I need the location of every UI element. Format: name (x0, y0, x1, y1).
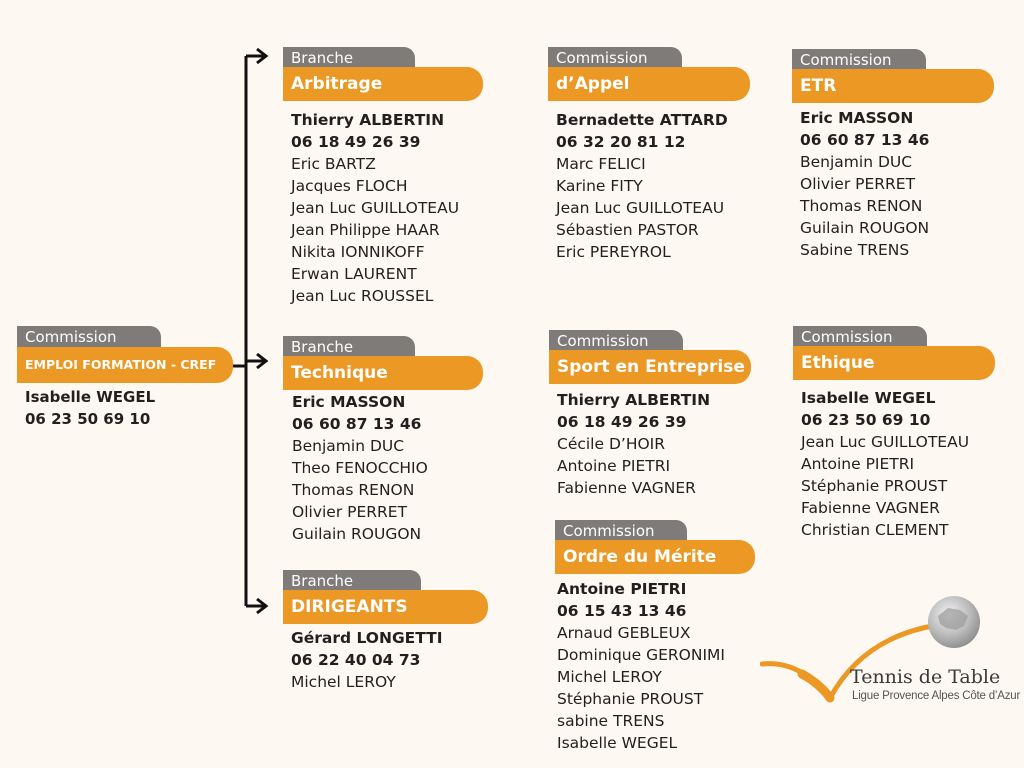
member: Guilain ROUGON (292, 525, 422, 543)
branche-tag: Branche (283, 336, 415, 358)
member: Michel LEROY (557, 668, 662, 686)
commission-etr (792, 49, 1002, 269)
branche-technique (283, 336, 493, 551)
member: Dominique GERONIMI (557, 646, 725, 664)
member-lead: Isabelle WEGEL (25, 388, 156, 406)
logo-title: Tennis de Table (850, 666, 1001, 688)
member: Michel LEROY (291, 673, 396, 691)
member-lead: Bernadette ATTARD (556, 111, 728, 129)
member-phone: 06 18 49 26 39 (557, 413, 687, 431)
member: Thomas RENON (292, 481, 415, 499)
member: Olivier PERRET (800, 175, 916, 193)
member-lead: Eric MASSON (292, 393, 406, 411)
member: Jacques FLOCH (291, 177, 408, 195)
member: Benjamin DUC (800, 153, 913, 171)
member-phone: 06 60 87 13 46 (800, 131, 930, 149)
member: Karine FITY (556, 177, 643, 195)
member: Arnaud GEBLEUX (557, 624, 691, 642)
commission-appel (548, 47, 758, 267)
commission-title: Ethique (793, 346, 995, 380)
commission-emploi-formation (17, 326, 237, 436)
branche-title: Technique (283, 356, 483, 390)
commission-title: Sport en Entreprise (549, 350, 751, 384)
member: Nikita IONNIKOFF (291, 243, 425, 261)
member-list (25, 386, 155, 430)
member: Benjamin DUC (292, 437, 405, 455)
commission-tag: Commission (792, 49, 926, 71)
member: Guilain ROUGON (800, 219, 930, 237)
member-list (557, 389, 710, 499)
branche-dirigeants (283, 570, 493, 700)
member: Isabelle WEGEL (557, 734, 678, 752)
commission-tag: Commission (17, 326, 161, 348)
member-lead: Gérard LONGETTI (291, 629, 443, 647)
member: Christian CLEMENT (801, 521, 949, 539)
member-list (557, 578, 725, 754)
branche-tag: Branche (283, 47, 415, 69)
member: Antoine PIETRI (557, 457, 671, 475)
member-lead: Thierry ALBERTIN (557, 391, 711, 409)
branche-tag: Branche (283, 570, 421, 592)
member-phone: 06 15 43 13 46 (557, 602, 687, 620)
member: Fabienne VAGNER (557, 479, 696, 497)
member: Olivier PERRET (292, 503, 408, 521)
member: Sébastien PASTOR (556, 221, 699, 239)
commission-tag: Commission (793, 326, 927, 348)
member-list (291, 627, 443, 693)
member-lead: Antoine PIETRI (557, 580, 687, 598)
member: Eric BARTZ (291, 155, 376, 173)
member-phone: 06 60 87 13 46 (292, 415, 422, 433)
logo-subtitle: Ligue Provence Alpes Côte d’Azur (852, 690, 1021, 702)
member-phone: 06 18 49 26 39 (291, 133, 421, 151)
commission-ordre-merite (555, 520, 765, 760)
member-phone: 06 23 50 69 10 (25, 410, 151, 428)
member: Cécile D’HOIR (557, 435, 666, 453)
member: Marc FELICI (556, 155, 646, 173)
commission-title: ETR (792, 69, 994, 103)
member-list (291, 109, 459, 307)
member-phone: 06 23 50 69 10 (801, 411, 931, 429)
commission-tag: Commission (555, 520, 687, 542)
member: Thomas RENON (800, 197, 923, 215)
member: Eric PEREYROL (556, 243, 671, 261)
commission-ethique (793, 326, 1003, 546)
member: Jean Luc GUILLOTEAU (291, 199, 460, 217)
commission-sport-entreprise (549, 330, 759, 505)
member-list (292, 391, 428, 545)
member: Antoine PIETRI (801, 455, 915, 473)
member-list (800, 107, 929, 261)
branche-arbitrage (283, 47, 493, 307)
member-phone: 06 22 40 04 73 (291, 651, 421, 669)
member-lead: Isabelle WEGEL (801, 389, 936, 407)
member: sabine TRENS (557, 712, 665, 730)
commission-tag: Commission (549, 330, 683, 352)
commission-title: d’Appel (548, 67, 750, 101)
member: Theo FENOCCHIO (292, 459, 428, 477)
member-lead: Thierry ALBERTIN (291, 111, 445, 129)
member: Stéphanie PROUST (801, 477, 948, 495)
member: Jean Luc ROUSSEL (291, 287, 434, 305)
member-list (556, 109, 728, 263)
commission-title: Ordre du Mérite (555, 540, 755, 574)
member: Jean Luc GUILLOTEAU (801, 433, 970, 451)
member: Jean Philippe HAAR (291, 221, 440, 239)
commission-tag: Commission (548, 47, 682, 69)
member-lead: Eric MASSON (800, 109, 914, 127)
member: Fabienne VAGNER (801, 499, 940, 517)
branche-title: Arbitrage (283, 67, 483, 101)
commission-title: EMPLOI FORMATION - CREF (17, 347, 233, 383)
member: Sabine TRENS (800, 241, 910, 259)
member-phone: 06 32 20 81 12 (556, 133, 686, 151)
branche-title: DIRIGEANTS (283, 590, 488, 624)
member: Stéphanie PROUST (557, 690, 704, 708)
member: Erwan LAURENT (291, 265, 417, 283)
member: Jean Luc GUILLOTEAU (556, 199, 725, 217)
member-list (801, 387, 969, 541)
